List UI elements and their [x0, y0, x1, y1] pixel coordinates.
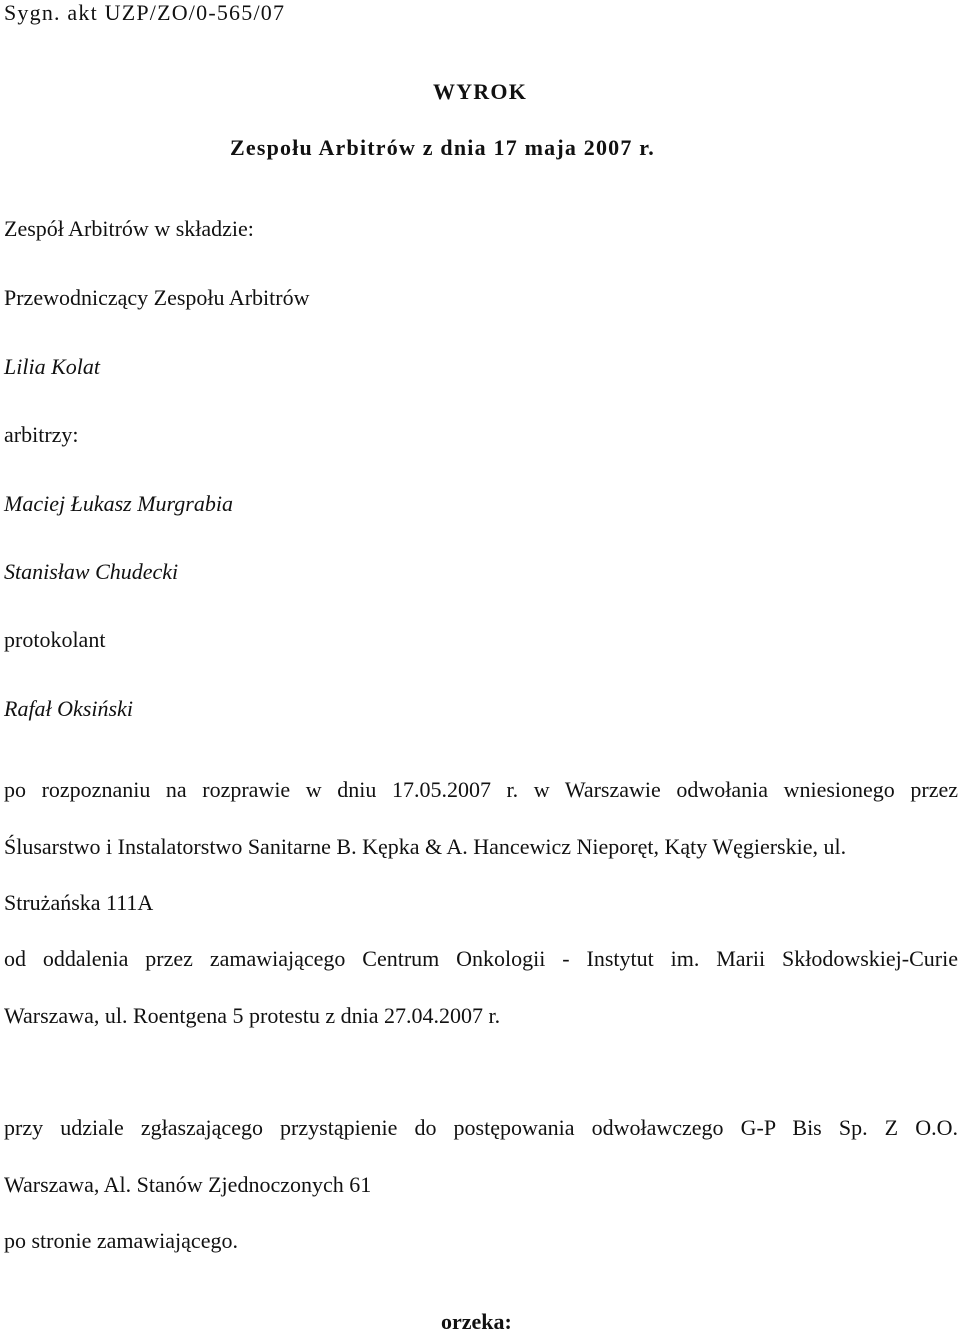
chair-label: Przewodniczący Zespołu Arbitrów	[4, 285, 310, 310]
document-title: WYROK	[433, 79, 527, 104]
clerk-name: Rafał Oksiński	[4, 696, 133, 721]
case-signature: Sygn. akt UZP/ZO/0-565/07	[4, 0, 286, 25]
chair-name: Lilia Kolat	[4, 354, 100, 379]
body-line-8: po stronie zamawiającego.	[4, 1228, 238, 1253]
body-line-2: Ślusarstwo i Instalatorstwo Sanitarne B. Kępka & A. Hancewicz Nieporęt, Kąty Węgierskie, ul.	[4, 834, 847, 859]
body-line-6: przy udziale zgłaszającego przystąpienie do postępowania odwoławczego G-P Bis Sp. Z O.O.	[4, 1115, 958, 1140]
arbitrator-name-1: Maciej Łukasz Murgrabia	[4, 491, 233, 516]
body-line-7: Warszawa, Al. Stanów Zjednoczonych 61	[4, 1172, 372, 1197]
document-subtitle: Zespołu Arbitrów z dnia 17 maja 2007 r.	[230, 135, 655, 160]
panel-intro: Zespół Arbitrów w składzie:	[4, 216, 254, 241]
arbitrator-name-2: Stanisław Chudecki	[4, 559, 179, 584]
body-line-5: Warszawa, ul. Roentgena 5 protestu z dnia 27.04.2007 r.	[4, 1003, 501, 1028]
body-line-3: Strużańska 111A	[4, 890, 154, 915]
arbitrators-label: arbitrzy:	[4, 422, 79, 447]
body-line-1: po rozpoznaniu na rozprawie w dniu 17.05.2007 r. w Warszawie odwołania wniesionego przez	[4, 777, 958, 802]
verdict-label: orzeka:	[441, 1309, 512, 1334]
body-line-4: od oddalenia przez zamawiającego Centrum Onkologii - Instytut im. Marii Skłodowskiej-Curie	[4, 946, 958, 971]
clerk-label: protokolant	[4, 627, 106, 652]
